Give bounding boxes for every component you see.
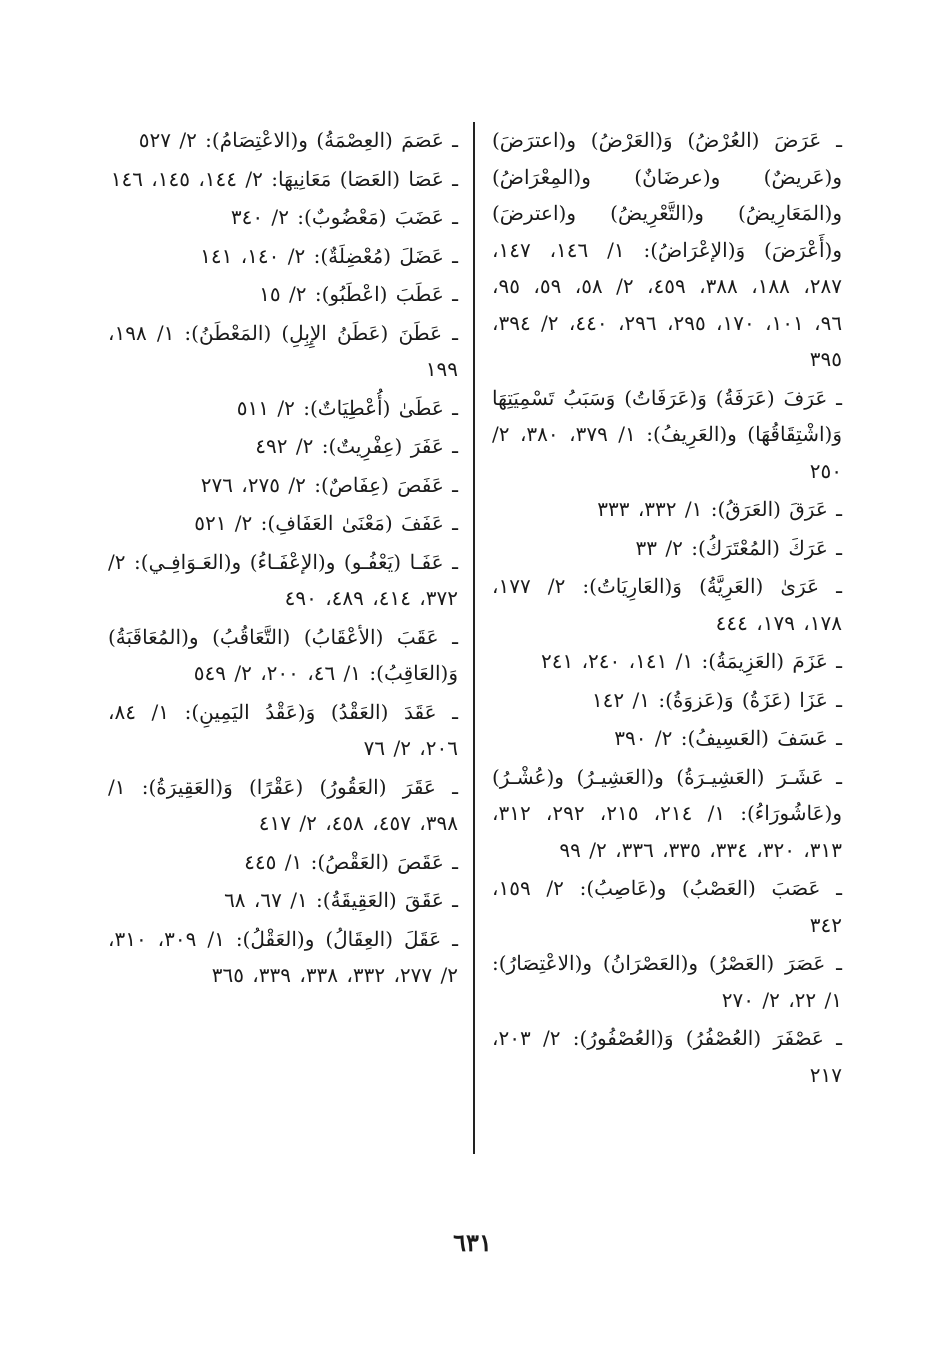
index-entry: ـ عَقَلَ (العِقَالُ) و(العَقْلُ): ١/ ٣٠٩، ٣١٠، ٢/ ٢٧٧، ٣٣٢، ٣٣٨، ٣٣٩، ٣٦٥ [108,926,458,987]
index-entry: ـ عَفَصَ (عِفَاصٌ): ٢/ ٢٧٥، ٢٧٦ [200,472,458,497]
index-column-right [492,122,842,1095]
index-entry: ـ عَزَمَ (العَزِيمَةُ): ١/ ١٤١، ٢٤٠، ٢٤١ [541,649,842,673]
index-entry: ـ عَفَفَ (مَعْنَىٰ العَفَافِ): ٢/ ٥٢١ [194,511,458,535]
index-entry: ـ عَزَا (عَزَةُ) وَ(عَزوَةُ): ١/ ١٤٢ [591,687,842,712]
index-entry: ـ عَرَفَ (عَرَفَةُ) وَ(عَرَفَاتُ) وَسَبَبُ تَسْمِيَتِهَا وَ(اشْتِقَاقُهَا) و(العَرِيفُ): ١/ ٣٧٩، ٣٨٠، ٢/ ٢٥٠ [492,385,842,483]
index-entry: ـ عَفَـا (يَعْفُـو) و(الإعْفَـاءُ) و(العَـوَافِـي): ٢/ ٣٧٢، ٤١٤، ٤٨٩، ٤٩٠ [108,549,458,610]
page-number: ٦٣١ [453,1228,492,1257]
index-entry: ـ عَطَنَ (عَطَنُ الإِبِلِ) (المَعْطَنُ): ١/ ١٩٨، ١٩٩ [108,320,458,381]
index-entry: ـ عَقَبَ (الأعْقَابُ) (التَّعَاقُبُ) و(المُعَاقَبَةُ) وَ(العَاقِبُ): ١/ ٤٦، ٢٠٠، ٢/ ٥٤٩ [108,624,458,685]
index-entry: ـ عَقَقَ (العَقِيقَةُ): ١/ ٦٧، ٦٨ [224,888,458,912]
index-entry: ـ عَرَقَ (العَرَقُ): ١/ ٣٣٢، ٣٣٣ [597,497,842,521]
index-entry: ـ عَضَلَ (مُعْضِلَةٌ): ٢/ ١٤٠، ١٤١ [200,243,458,268]
index-entry: ـ عَطَىٰ (أُعْطِيَاتٌ): ٢/ ٥١١ [236,395,458,420]
index-entry: ـ عَرَىٰ (العَرِيَّةُ) وَ(العَارِيَاتُ): ٢/ ١٧٧، ١٧٨، ١٧٩، ٤٤٤ [492,574,842,635]
index-column-left [108,122,458,996]
index-entry: ـ عَرَكَ (المُعْتَرَكُ): ٢/ ٣٣ [635,535,842,560]
index-entry: ـ عَصَرَ (العَصْرُ) و(العَصْرَانُ) و(الاعْتِصَارُ): ١/ ٢٢، ٢/ ٢٧٠ [492,951,842,1012]
column-divider [473,122,475,1154]
index-entry: ـ عَطَبَ (اعْطَبُو): ٢/ ١٥ [259,282,458,306]
index-entry: ـ عَصَبَ (العَصْبُ) و(عَاصِبُ): ٢/ ١٥٩، ٣٤٢ [492,876,842,937]
index-entry: ـ عَضَبَ (مَعْضُوبٌ): ٢/ ٣٤٠ [230,205,458,229]
index-entry: ـ عَفَرَ (عِفْرِيتٌ): ٢/ ٤٩٢ [255,434,458,458]
index-entry: ـ عَقَصَ (العَقْصُ): ١/ ٤٤٥ [244,849,458,874]
index-entry: ـ عَرَضَ (العُرْضُ) وَ(العَرْضُ) و(اعترَضَ) و(عَريضٌ) و(عرضَانٌ) و(المِعْرَاضُ) و(المَعَارِيضُ) و(التَّعْرِيضُ) و(اعترضَ) و(أَعْرَضَ) وَ(الإعْرَاضُ): ١/ ١٤٦، ١٤٧، ٢٨٧، ١٨٨، ٣٨٨، ٤٥٩، ٢/ ٥٨، ٥٩، ٩٥، ٩٦، ١٠١، ١٧٠، ٢٩٥، ٢٩٦، ٤٤٠، ٢/ ٣٩٤، ٣٩٥ [492,128,843,371]
index-entry: ـ عَسَفَ (العَسِيفُ): ٢/ ٣٩٠ [614,726,842,750]
index-entry: ـ عَقَرَ (العَقُورُ) (عَقْرًا) وَ(العَقِيرَةُ): ١/ ٣٩٨، ٤٥٧، ٤٥٨، ٢/ ٤١٧ [108,774,458,835]
index-entry: ـ عَقَدَ (العَقْدُ) وَ(عَقْدُ اليَمِينِ): ١/ ٨٤، ٢٠٦، ٢/ ٧٦ [108,699,458,760]
index-entry: ـ عَشَـرَ (العَشِيـرَةُ) و(العَشِيـرُ) و(عُشْـرُ) و(عَاشُورَاءُ): ١/ ٢١٤، ٢١٥، ٢٩٢، ٣١٢، ٣١٣، ٣٢٠، ٣٣٤، ٣٣٥، ٣٣٦، ٢/ ٩٩ [492,764,842,862]
index-entry: ـ عَصْفَرَ (العُصْفُرُ) وَ(العُصْفُورُ): ٢/ ٢٠٣، ٢١٧ [492,1026,842,1087]
index-entry: ـ عَصَا (العَصَا) مَعَانِيهَا: ٢/ ١٤٤، ١٤٥، ١٤٦ [110,166,458,191]
index-entry: ـ عَصَمَ (العِصْمَةُ) و(الاعْتِصَامُ): ٢/ ٥٢٧ [138,128,458,152]
